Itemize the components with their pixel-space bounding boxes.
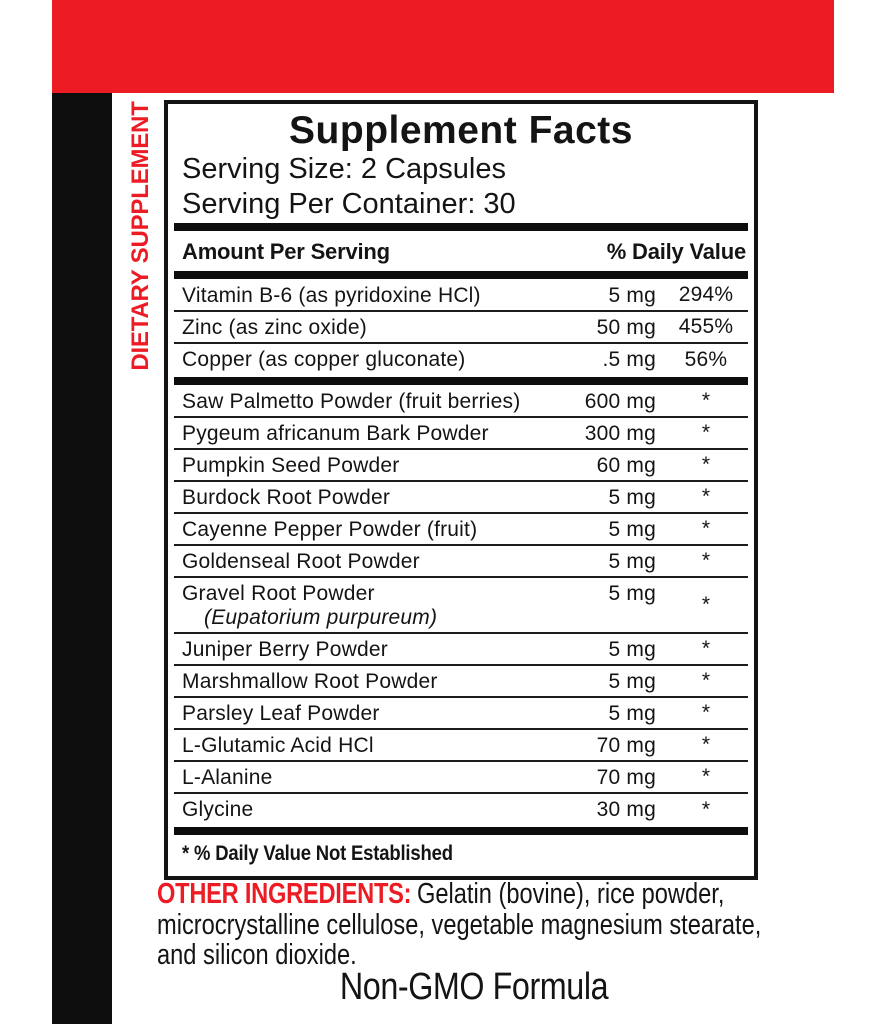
ingredient-daily-value: * — [701, 798, 711, 822]
ingredient-name: Glycine — [182, 798, 254, 822]
ingredient-amount: 5 mg — [608, 550, 656, 574]
table-row — [174, 578, 748, 634]
table-row — [174, 634, 748, 666]
ingredient-amount: 5 mg — [608, 702, 656, 726]
ingredient-daily-value: * — [701, 637, 711, 661]
ingredient-name: Pumpkin Seed Powder — [182, 454, 400, 478]
ingredient-daily-value: * — [701, 389, 711, 413]
serving-per-container-text: Serving Per Container: 30 — [182, 187, 516, 220]
serving-size-text: Serving Size: 2 Capsules — [182, 152, 506, 185]
dietary-supplement-vertical-label: DIETARY SUPPLEMENT — [127, 101, 154, 371]
panel-title: Supplement Facts — [289, 109, 633, 152]
ingredient-daily-value: * — [701, 549, 711, 573]
ingredient-name: Gravel Root Powder — [182, 582, 375, 606]
table-header-row — [174, 232, 748, 270]
ingredient-name: Pygeum africanum Bark Powder — [182, 422, 489, 446]
herbal-ingredients-table — [174, 386, 748, 826]
ingredient-amount: 5 mg — [608, 486, 656, 510]
ingredient-amount: 5 mg — [608, 518, 656, 542]
ingredient-daily-value: * — [701, 765, 711, 789]
ingredient-daily-value: * — [701, 593, 711, 617]
ingredient-name: Cayenne Pepper Powder (fruit) — [182, 518, 478, 542]
ingredient-amount: .5 mg — [602, 348, 656, 372]
ingredient-daily-value: * — [701, 733, 711, 757]
table-row — [174, 482, 748, 514]
table-row — [174, 698, 748, 730]
ingredient-amount: 5 mg — [608, 638, 656, 662]
ingredient-daily-value: * — [701, 517, 711, 541]
column-header-amount: Amount Per Serving — [182, 239, 390, 265]
table-row — [174, 386, 748, 418]
ingredient-daily-value: * — [701, 453, 711, 477]
ingredient-amount: 5 mg — [608, 284, 656, 308]
thick-divider — [174, 827, 748, 835]
ingredient-amount: 5 mg — [608, 670, 656, 694]
table-row — [174, 546, 748, 578]
other-ingredients-text: Gelatin (bovine), rice powder, microcrystalline cellulose, vegetable magnesium stearate, and silicon dioxide. — [157, 878, 762, 972]
ingredient-name: Burdock Root Powder — [182, 486, 391, 510]
table-row — [174, 312, 748, 344]
ingredient-amount: 5 mg — [608, 582, 656, 606]
ingredient-name: Vitamin B-6 (as pyridoxine HCl) — [182, 284, 481, 308]
daily-value-footnote: * % Daily Value Not Established — [182, 842, 453, 866]
ingredient-amount: 70 mg — [596, 734, 656, 758]
ingredient-amount: 30 mg — [596, 798, 656, 822]
non-gmo-formula-text: Non-GMO Formula — [339, 966, 609, 1008]
ingredient-name: L-Glutamic Acid HCl — [182, 734, 374, 758]
ingredient-name: Saw Palmetto Powder (fruit berries) — [182, 390, 521, 414]
black-side-bar — [52, 93, 112, 1024]
ingredient-daily-value: * — [701, 701, 711, 725]
thick-divider — [174, 223, 748, 231]
ingredient-daily-value: * — [701, 421, 711, 445]
other-ingredients-paragraph — [157, 879, 776, 971]
ingredient-daily-value: * — [701, 669, 711, 693]
table-row — [174, 418, 748, 450]
other-ingredients-label: OTHER INGREDIENTS: — [157, 878, 412, 910]
column-header-daily-value: % Daily Value — [606, 239, 746, 265]
ingredient-name: Parsley Leaf Powder — [182, 702, 380, 726]
ingredient-daily-value: * — [701, 485, 711, 509]
ingredient-amount: 60 mg — [596, 454, 656, 478]
ingredient-daily-value: 294% — [678, 283, 734, 307]
ingredient-amount: 600 mg — [584, 390, 656, 414]
red-banner — [52, 0, 834, 93]
ingredient-name: Zinc (as zinc oxide) — [182, 316, 367, 340]
table-row — [174, 762, 748, 794]
table-row — [174, 344, 748, 376]
ingredient-amount: 70 mg — [596, 766, 656, 790]
ingredient-name: L-Alanine — [182, 766, 273, 790]
ingredient-daily-value: 56% — [684, 348, 728, 372]
ingredient-name: Marshmallow Root Powder — [182, 670, 438, 694]
supplement-facts-panel — [164, 100, 758, 880]
table-row — [174, 730, 748, 762]
table-row — [174, 280, 748, 312]
ingredient-name: Copper (as copper gluconate) — [182, 348, 466, 372]
thick-divider — [174, 271, 748, 279]
table-row — [174, 450, 748, 482]
ingredient-name: Juniper Berry Powder — [182, 638, 388, 662]
vitamins-table — [174, 280, 748, 376]
ingredient-name: Goldenseal Root Powder — [182, 550, 420, 574]
table-row — [174, 794, 748, 826]
ingredient-latin-name: (Eupatorium purpureum) — [204, 606, 438, 630]
ingredient-amount: 50 mg — [596, 316, 656, 340]
thick-divider — [174, 377, 748, 385]
ingredient-amount: 300 mg — [584, 422, 656, 446]
table-row — [174, 666, 748, 698]
ingredient-daily-value: 455% — [678, 315, 734, 339]
table-row — [174, 514, 748, 546]
